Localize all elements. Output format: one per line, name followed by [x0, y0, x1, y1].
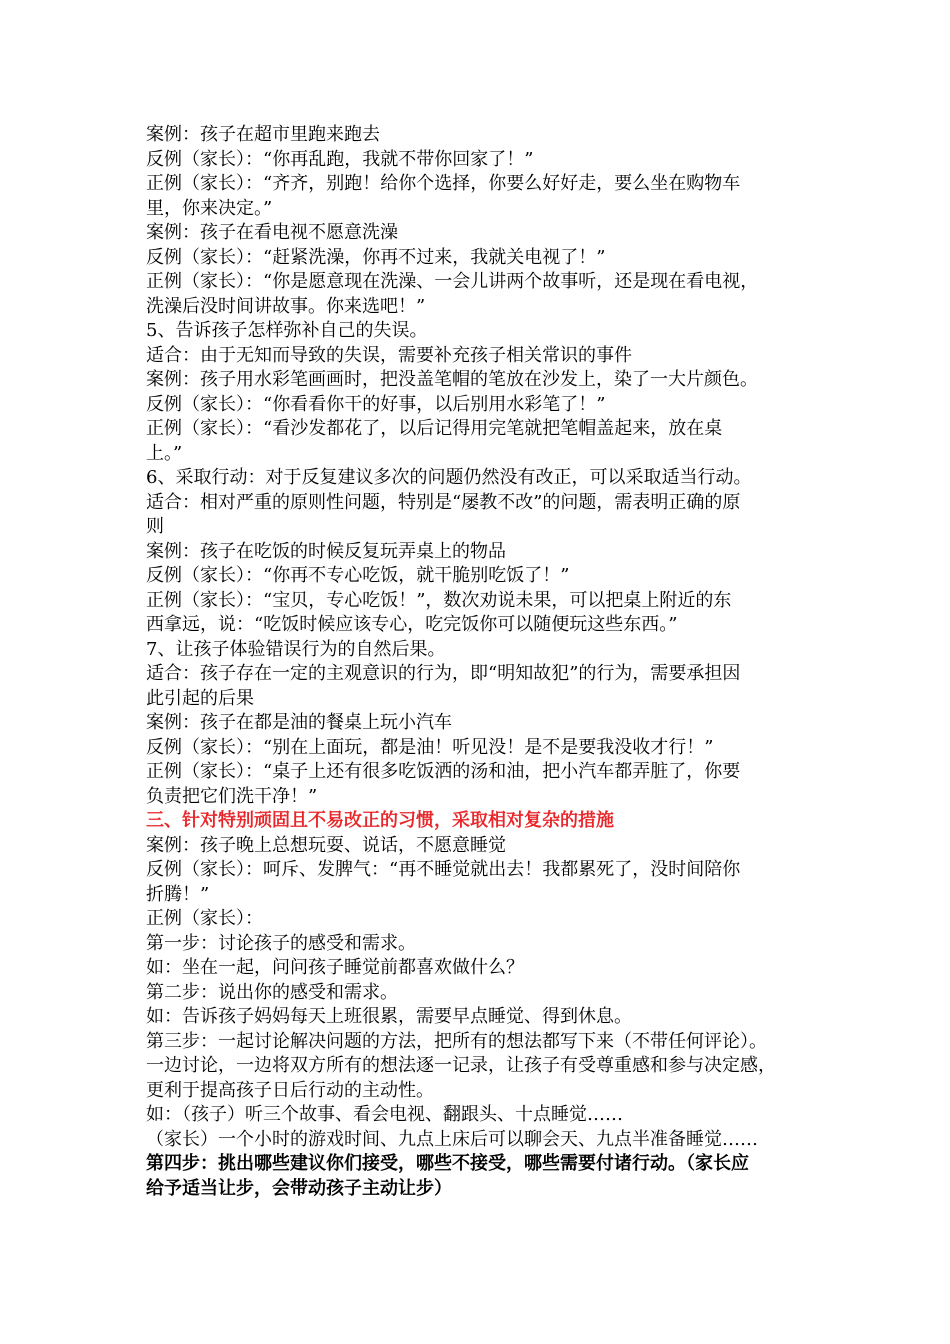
- text-line: 给予适当让步，会带动孩子主动让步）: [146, 1177, 452, 1199]
- text-line: 案例：孩子在超市里跑来跑去: [146, 124, 380, 145]
- text-line: 负责把它们洗干净！”: [146, 785, 318, 807]
- text-line: 案例：孩子在吃饭的时候反复玩弄桌上的物品: [146, 540, 506, 562]
- text-line: 正例（家长）：: [146, 908, 263, 929]
- text-line: 第二步：说出你的感受和需求。: [146, 981, 398, 1003]
- text-line: 反例（家长）：“你看看你干的好事，以后别用水彩笔了！”: [146, 393, 606, 415]
- text-line: 6、采取行动：对于反复建议多次的问题仍然没有改正，可以采取适当行动。: [146, 467, 752, 488]
- text-line: 适合：相对严重的原则性问题，特别是“屡教不改”的问题，需表明正确的原: [146, 491, 741, 513]
- text-line: 上。”: [146, 442, 183, 464]
- text-line: （家长）一个小时的游戏时间、九点上床后可以聊会天、九点半准备睡觉……: [146, 1128, 758, 1150]
- document-body: [146, 123, 816, 1201]
- text-line: 正例（家长）：“宝贝，专心吃饭！”，数次劝说未果，可以把桌上附近的东: [146, 589, 732, 611]
- text-line: 一边讨论，一边将双方所有的想法逐一记录，让孩子有受尊重感和参与决定感，: [146, 1055, 776, 1076]
- text-line: 适合：孩子存在一定的主观意识的行为，即“明知故犯”的行为，需要承担因: [146, 663, 741, 684]
- text-line: 案例：孩子晚上总想玩耍、说话，不愿意睡觉: [146, 834, 506, 856]
- section-heading: 三、针对特别顽固且不易改正的习惯，采取相对复杂的措施: [146, 810, 614, 831]
- text-line: 正例（家长）：“桌子上还有很多吃饭洒的汤和油，把小汽车都弄脏了，你要: [146, 761, 741, 782]
- text-line: 折腾！”: [146, 883, 210, 905]
- text-line: 如：告诉孩子妈妈每天上班很累，需要早点睡觉、得到休息。: [146, 1006, 632, 1027]
- text-line: 更利于提高孩子日后行动的主动性。: [146, 1079, 434, 1101]
- text-line: 案例：孩子用水彩笔画画时，把没盖笔帽的笔放在沙发上，染了一大片颜色。: [146, 369, 758, 390]
- text-line: 5、告诉孩子怎样弥补自己的失误。: [146, 320, 428, 341]
- text-line: 7、让孩子体验错误行为的自然后果。: [146, 638, 446, 660]
- text-line: 如：（孩子）听三个故事、看会电视、翻跟头、十点睡觉……: [146, 1104, 623, 1125]
- text-line: 适合：由于无知而导致的失误，需要补充孩子相关常识的事件: [146, 344, 632, 366]
- text-line: 则: [146, 516, 164, 537]
- text-line: 西拿远，说：“吃饭时候应该专心，吃完饭你可以随便玩这些东西。”: [146, 614, 678, 635]
- text-line: 案例：孩子在看电视不愿意洗澡: [146, 222, 398, 243]
- text-line: 正例（家长）：“齐齐，别跑！给你个选择，你要么好好走，要么坐在购物车: [146, 173, 741, 194]
- text-line: 反例（家长）：呵斥、发脾气：“再不睡觉就出去！我都累死了，没时间陪你: [146, 859, 741, 880]
- text-line: 正例（家长）：“你是愿意现在洗澡、一会儿讲两个故事听，还是现在看电视，: [146, 271, 759, 292]
- text-line: 洗澡后没时间讲故事。你来选吧！”: [146, 295, 426, 317]
- text-line: 此引起的后果: [146, 687, 254, 709]
- text-line: 如：坐在一起，问问孩子睡觉前都喜欢做什么？: [146, 957, 524, 978]
- text-line: 反例（家长）：“你再不专心吃饭，就干脆别吃饭了！”: [146, 565, 570, 586]
- text-line: 反例（家长）：“别在上面玩，都是油！听见没！是不是要我没收才行！”: [146, 736, 714, 758]
- text-line: 第三步：一起讨论解决问题的方法，把所有的想法都写下来（不带任何评论）。: [146, 1030, 767, 1052]
- text-line: 反例（家长）：“赶紧洗澡，你再不过来，我就关电视了！”: [146, 246, 606, 268]
- text-line: 第一步：讨论孩子的感受和需求。: [146, 932, 416, 954]
- text-line: 反例（家长）：“你再乱跑，我就不带你回家了！”: [146, 148, 534, 170]
- text-line: 正例（家长）：“看沙发都花了，以后记得用完笔就把笔帽盖起来，放在桌: [146, 418, 723, 439]
- text-line: 案例：孩子在都是油的餐桌上玩小汽车: [146, 712, 452, 733]
- text-line: 里，你来决定。”: [146, 197, 273, 219]
- text-line: 第四步：挑出哪些建议你们接受，哪些不接受，哪些需要付诸行动。（家长应: [146, 1153, 749, 1174]
